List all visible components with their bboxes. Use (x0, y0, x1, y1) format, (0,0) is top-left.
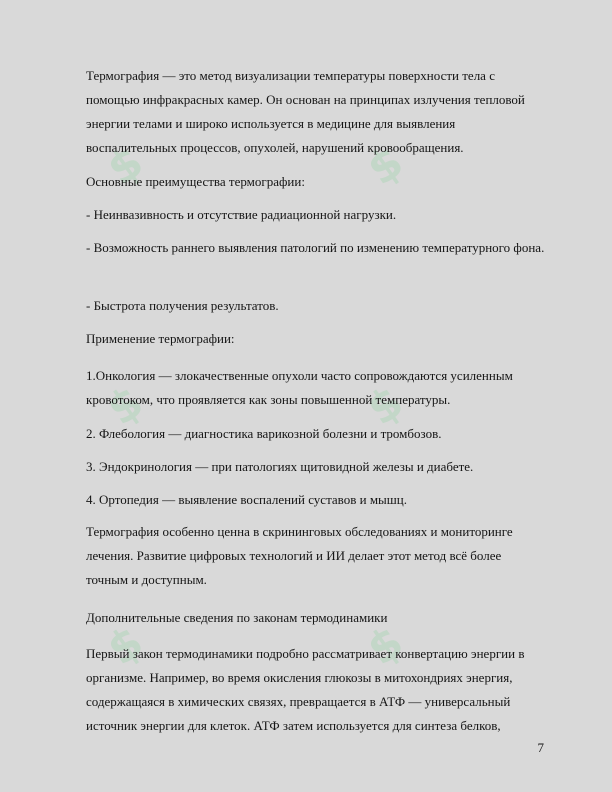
list-item-advantage: - Быстрота получения результатов. (86, 298, 279, 313)
section-heading-thermodynamics: Дополнительные сведения по законам термодинамики (86, 610, 388, 625)
list-item-application: 3. Эндокринология — при патологиях щитовидной железы и диабете. (86, 459, 474, 474)
paragraph-intro: Термография — это метод визуализации температуры поверхности тела с помощью инфракрасных камер. Он основан на принципах излучения тепловой энергии телами и широко используется в медицине для выявления воспалительных процессов, опухолей, нарушений кровообращения. (86, 68, 525, 155)
paragraph-thermodynamics: Первый закон термодинамики подробно рассматривает конвертацию энергии в организме. Например, во время окисления глюкозы в митохондриях энергия, содержащаяся в химических связях, превращается в АТФ — универсальный источник энергии для клеток. АТФ затем используется для синтеза белков, (86, 646, 525, 733)
heading-applications: Применение термографии: (86, 331, 235, 346)
page-number: 7 (537, 740, 544, 755)
watermark-mark: $ (358, 615, 415, 676)
list-item-application: 1.Онкология — злокачественные опухоли часто сопровождаются усиленным кровотоком, что проявляется как зоны повышенной температуры. (86, 368, 513, 407)
watermark-mark: $ (98, 135, 155, 196)
watermark-mark: $ (98, 375, 155, 436)
watermark-mark: $ (98, 615, 155, 676)
watermark-mark: $ (358, 135, 415, 196)
paragraph-screening: Термография особенно ценна в скрининговых обследованиях и мониторинге лечения. Развитие цифровых технологий и ИИ делает этот метод всё более точным и доступным. (86, 524, 513, 587)
heading-advantages: Основные преимущества термографии: (86, 174, 305, 189)
list-item-advantage: - Неинвазивность и отсутствие радиационной нагрузки. (86, 207, 397, 222)
list-item-application: 4. Ортопедия — выявление воспалений суставов и мышц. (86, 492, 408, 507)
list-item-application: 2. Флебология — диагностика варикозной болезни и тромбозов. (86, 426, 442, 441)
list-item-advantage: - Возможность раннего выявления патологий по изменению температурного фона. (86, 240, 545, 255)
watermark-mark: $ (358, 375, 415, 436)
